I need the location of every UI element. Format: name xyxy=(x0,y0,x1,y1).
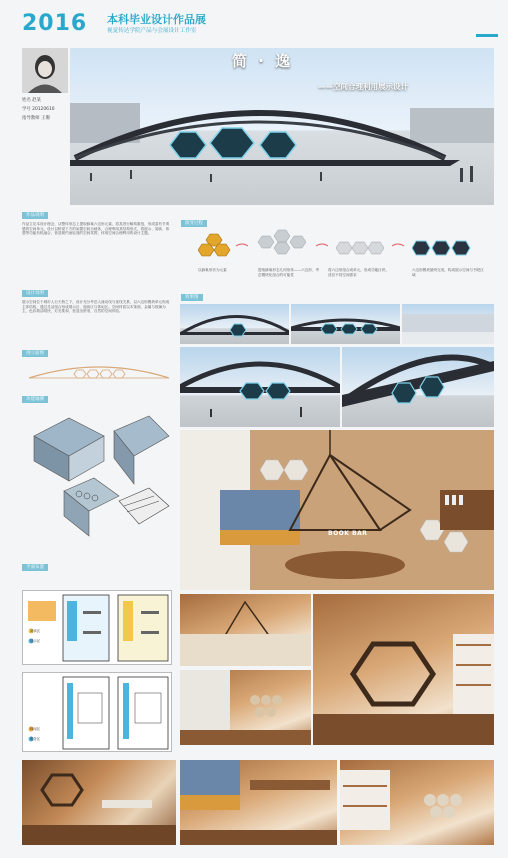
legend-leisure: 休闲区 xyxy=(30,727,41,731)
rendering-interior-5 xyxy=(22,760,176,845)
header-title: 本科毕业设计作品展 xyxy=(107,13,206,26)
label-elevation: 剖立面图 xyxy=(22,350,48,357)
student-photo xyxy=(22,48,68,93)
concept-step-4: 六边形模块最终完成，构成展示空间与书吧区域 xyxy=(412,268,484,277)
concept-step-1: 以蜂巢形状为元素 xyxy=(198,268,227,272)
rendering-exterior-5 xyxy=(342,347,494,427)
label-plan: 平面布置 xyxy=(22,564,48,571)
axonometric-drawing xyxy=(24,406,172,556)
legend-reading: 阅读区 xyxy=(30,629,41,633)
floor-plan-1 xyxy=(22,590,172,665)
rendering-exterior-1 xyxy=(180,304,289,344)
label-concept: 演变过程 xyxy=(181,220,207,227)
header-year: 2016 xyxy=(22,11,88,36)
label-design-analysis: 设计说明 xyxy=(22,290,48,297)
rendering-interior-bookbar xyxy=(180,430,494,590)
rendering-interior-2 xyxy=(180,594,311,666)
overview-text: 作品立足本设计理念，从整体形态上提取蜂巢六边形元素，将其进行解构重组，形成富有节奏感的空间单元。设计以桥梁下方的闲置空间为载体，合理利用其结构形式，将展示、阅读、休憩等功能有机融合，营造简约而轻逸的空间氛围，体现空间合理利用的设计主题。 xyxy=(22,222,170,236)
rendering-interior-6 xyxy=(180,760,337,845)
student-id: 学号 20120610 xyxy=(22,107,55,112)
rendering-interior-3 xyxy=(313,594,494,745)
concept-step-3: 将六边形组合成单元，形成功能区块，适应不同空间需求 xyxy=(328,268,390,277)
rendering-exterior-4 xyxy=(180,347,340,427)
hero-subtitle: ——空间合理利用展示设计 xyxy=(318,82,408,91)
elevation-drawing xyxy=(24,360,174,384)
hero-rendering xyxy=(70,48,494,205)
rendering-exterior-3 xyxy=(402,304,494,344)
label-renderings: 效果图 xyxy=(181,294,203,301)
rendering-interior-4 xyxy=(180,670,311,745)
hero-title: 简 · 逸 xyxy=(232,52,294,70)
rendering-interior-7 xyxy=(340,760,494,845)
header-subtitle: 视觉传达学院产品与会展设计工作室 xyxy=(107,28,197,34)
label-axonometric: 功能轴测 xyxy=(22,396,48,403)
legend-display: 展示区 xyxy=(30,639,41,643)
header-accent-bar xyxy=(476,34,498,37)
rendering-exterior-2 xyxy=(291,304,400,344)
analysis-text: 展示空间位于城市人行天桥之下，设计充分考虑人流动线与视线关系，以六边形模块单元构成主体结构，通过灵活组合形成展示区、阅读区与休闲区。空间材质以木饰面、金属与玻璃为主，色彩简洁明快，灯光柔和，营造出舒适、自然的空间体验。 xyxy=(22,300,170,314)
concept-diagram xyxy=(198,228,488,264)
student-advisor: 指导教师 王珊 xyxy=(22,116,50,121)
book-bar-sign: BOOK BAR xyxy=(328,530,368,537)
label-design-overview: 作品说明 xyxy=(22,212,48,219)
legend-service: 服务区 xyxy=(30,737,41,741)
concept-step-2: 提取蜂巢形态几何形体——六边形，考虑模块化组合的可能性 xyxy=(258,268,320,277)
floor-plan-2 xyxy=(22,672,172,752)
student-name: 姓名 赵某 xyxy=(22,98,41,103)
